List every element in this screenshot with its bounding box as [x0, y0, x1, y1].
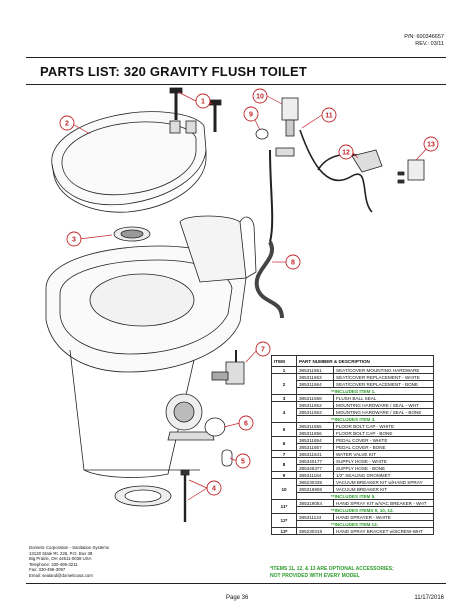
parts-table	[271, 355, 434, 535]
part-number: 385230335	[297, 479, 334, 486]
part-description: PEDAL COVER - WHITE	[334, 437, 434, 444]
company-city: Big Prairie, OH 44611-0038 USA	[29, 556, 92, 562]
part-description: HAND SPRAY BRACKET w/SCREW-WHT	[334, 528, 434, 535]
company-name: Dometic Corporation - Sanitation Systems	[29, 545, 110, 550]
table-row	[272, 437, 434, 444]
part-description: SEAT/COVER REPLACEMENT - BONE	[334, 381, 434, 388]
part-number: 385311661	[297, 367, 334, 374]
optional-accessories-note	[270, 566, 394, 579]
toilet-bowl	[46, 216, 256, 477]
item-number: 1	[272, 367, 297, 374]
item-number: 11*	[272, 500, 297, 514]
page-number: Page 36	[226, 595, 249, 601]
part-number: 385311656	[297, 430, 334, 437]
includes-note: **INCLUDES ITEM 13.	[297, 521, 434, 528]
callout-label-5: 5	[241, 458, 245, 466]
part-number: 385311664	[297, 381, 334, 388]
part-description: WATER VALVE KIT	[334, 451, 434, 458]
page-title: PARTS LIST: 320 GRAVITY FLUSH TOILET	[40, 64, 307, 79]
table-row	[272, 409, 434, 416]
includes-note: **INCLUDES ITEM 1.	[297, 388, 434, 395]
item-number: 2	[272, 374, 297, 395]
table-row	[272, 479, 434, 486]
part-number: 385311124	[297, 514, 334, 521]
part-number: 385311663	[297, 374, 334, 381]
item-number: 10	[272, 479, 297, 500]
part-number: 385345377	[297, 465, 334, 472]
table-row	[272, 451, 434, 458]
callout-label-1: 1	[201, 98, 205, 106]
company-address	[29, 545, 109, 579]
callout-label-8: 8	[291, 259, 295, 267]
table-row	[272, 507, 434, 514]
table-row	[272, 500, 434, 507]
sealing-grommet	[256, 129, 268, 139]
part-number: 385311641	[297, 451, 334, 458]
callout-label-7: 7	[261, 346, 265, 354]
vacuum-breaker	[256, 98, 298, 156]
part-number: 385340177	[297, 458, 334, 465]
part-number: 385311653	[297, 409, 334, 416]
callout-label-10: 10	[256, 93, 264, 101]
table-row	[272, 402, 434, 409]
item-number: 5	[272, 423, 297, 437]
table-row	[272, 514, 434, 521]
part-description: FLUSH BALL SEAL	[334, 395, 434, 402]
item-number: 3	[272, 395, 297, 402]
footnote-line-2: NOT PROVIDED WITH EVERY MODEL	[270, 572, 360, 579]
footnote-line-1: *ITEMS 11, 12, & 13 ARE OPTIONAL ACCESSORIES;	[270, 566, 394, 572]
part-number: 385311658	[297, 395, 334, 402]
seat-cover	[52, 112, 206, 213]
pedal-assembly	[166, 394, 225, 440]
callout-label-12: 12	[342, 149, 350, 157]
company-street: 13128 State Rt. 226, P.O. Box 38	[29, 550, 93, 556]
company-fax: Fax: 330-496-3097	[29, 567, 66, 573]
table-row	[272, 416, 434, 423]
item-number: 9	[272, 472, 297, 479]
part-number: 385311164	[297, 472, 334, 479]
part-number: 385319054	[297, 500, 334, 507]
table-row	[272, 528, 434, 535]
table-row	[272, 395, 434, 402]
callout-label-6: 6	[244, 420, 248, 428]
part-description: MOUNTING HARDWARE / SEAL - WHT	[334, 402, 434, 409]
table-row	[272, 493, 434, 500]
item-number: 13*	[272, 528, 297, 535]
table-row	[272, 521, 434, 528]
item-number: 8	[272, 458, 297, 472]
includes-note: **INCLUDES ITEM 9.	[297, 493, 434, 500]
item-number: 12*	[272, 514, 297, 528]
table-row	[272, 430, 434, 437]
callout-label-4: 4	[212, 485, 216, 493]
part-description: FLOOR BOLT CAP - BONE	[334, 430, 434, 437]
callout-label-3: 3	[72, 236, 76, 244]
item-number: 7	[272, 451, 297, 458]
includes-note: **INCLUDES ITEMS 9, 10, 12.	[297, 507, 434, 514]
callout-label-9: 9	[249, 111, 253, 119]
part-description: FLOOR BOLT CAP - WHITE	[334, 423, 434, 430]
description-column-header: PART NUMBER & DESCRIPTION	[297, 356, 434, 367]
part-description: VACUUM BREAKER KIT	[334, 486, 434, 493]
table-row	[272, 423, 434, 430]
print-date: 11/17/2016	[414, 595, 444, 601]
part-number: 385311655	[297, 423, 334, 430]
parts-table-body	[272, 367, 434, 535]
part-number: 385311652	[297, 402, 334, 409]
part-description: SUPPLY HOSE - BONE	[334, 465, 434, 472]
part-description: SEAT/COVER REPLACEMENT - WHITE	[334, 374, 434, 381]
table-row	[272, 472, 434, 479]
part-description: VACUUM BREAKER KIT w/HAND SPRAY	[334, 479, 434, 486]
table-row	[272, 388, 434, 395]
table-row	[272, 381, 434, 388]
table-row	[272, 444, 434, 451]
part-description: 1/2" SEALING GROMMET	[334, 472, 434, 479]
supply-line	[270, 150, 272, 242]
table-row	[272, 458, 434, 465]
part-description: SUPPLY HOSE - WHITE	[334, 458, 434, 465]
hand-spray-kit	[300, 130, 424, 212]
flush-ball-seal	[114, 227, 150, 241]
part-number: 385311654	[297, 437, 334, 444]
table-header-row	[272, 356, 434, 367]
part-number: 385316906	[297, 486, 334, 493]
part-description: HAND SPRAY KIT w/VAC BREAKER - WHT	[334, 500, 434, 507]
company-email: Email: sealand@dometicusa.com	[29, 572, 93, 578]
part-number: P/N: 600346657	[404, 34, 444, 40]
table-row	[272, 367, 434, 374]
part-description: PEDAL COVER - BONE	[334, 444, 434, 451]
part-description: HAND SPRAYER - WHITE	[334, 514, 434, 521]
table-row	[272, 374, 434, 381]
table-row	[272, 486, 434, 493]
part-number: 385230319	[297, 528, 334, 535]
callout-label-13: 13	[427, 141, 435, 149]
item-column-header: ITEM	[272, 356, 297, 367]
includes-note: **INCLUDES ITEM 3.	[297, 416, 434, 423]
company-phone: Telephone: 330-496-3211	[29, 561, 78, 567]
part-description: SEAT/COVER MOUNTING HARDWARE	[334, 367, 434, 374]
item-number: 6	[272, 437, 297, 451]
part-number: 385311657	[297, 444, 334, 451]
item-number: 4	[272, 402, 297, 423]
supply-hose	[257, 242, 282, 318]
revision: REV.: 03/11	[415, 41, 444, 47]
callout-label-11: 11	[325, 112, 333, 120]
table-row	[272, 465, 434, 472]
water-valve	[212, 350, 244, 384]
part-description: MOUNTING HARDWARE / SEAL - BONE	[334, 409, 434, 416]
callout-label-2: 2	[65, 120, 69, 128]
